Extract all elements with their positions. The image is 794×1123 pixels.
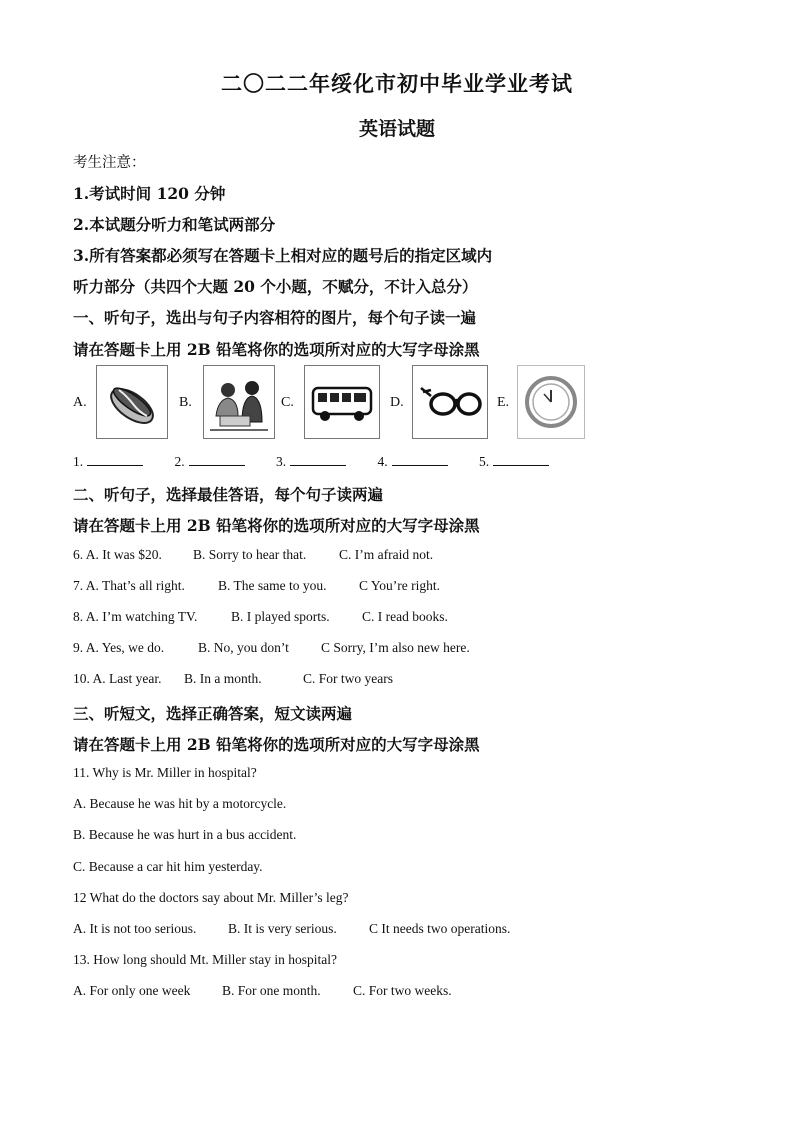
question-7: 7. A. That’s all right. B. The same to you. C You’re right. xyxy=(73,578,441,593)
question-11-option-c: C. Because a car hit him yesterday. xyxy=(73,859,263,874)
answer-blank-2[interactable]: 2. xyxy=(175,453,245,470)
section3-instruction: 请在答题卡上用 2B 铅笔将你的选项所对应的大写字母涂黑 xyxy=(73,735,480,754)
section2-instruction: 请在答题卡上用 2B 铅笔将你的选项所对应的大写字母涂黑 xyxy=(73,516,480,535)
question-13-stem: 13. How long should Mt. Miller stay in hospital? xyxy=(73,952,337,967)
answer-blanks xyxy=(73,453,577,470)
section2-heading: 二、听句子，选择最佳答语，每个句子读两遍 xyxy=(73,485,384,504)
clock-icon xyxy=(517,365,585,439)
question-11-option-b: B. Because he was hurt in a bus accident. xyxy=(73,827,297,842)
question-8: 8. A. I’m watching TV. B. I played sports. C. I read books. xyxy=(73,609,448,624)
answer-blank-1[interactable]: 1. xyxy=(73,453,143,470)
question-9: 9. A. Yes, we do. B. No, you don’t C Sorry, I’m also new here. xyxy=(73,640,470,655)
notice-heading: 考生注意： xyxy=(73,155,146,171)
picture-options: A. B. C. D. E. xyxy=(73,365,593,445)
question-11-option-a: A. Because he was hit by a motorcycle. xyxy=(73,796,287,811)
exam-title: 二〇二二年绥化市初中毕业学业考试 xyxy=(221,71,573,96)
question-12-options: A. It is not too serious. B. It is very serious. C It needs two operations. xyxy=(73,921,511,936)
notice-item-1: 1.考试时间 120 分钟 xyxy=(73,184,226,203)
bus-icon xyxy=(304,365,380,439)
glasses-icon xyxy=(412,365,488,439)
answer-blank-5[interactable]: 5. xyxy=(479,453,549,470)
question-6: 6. A. It was $20. B. Sorry to hear that. C. I’m afraid not. xyxy=(73,547,434,562)
exam-subtitle: 英语试题 xyxy=(358,118,435,140)
question-10: 10. A. Last year. B. In a month. C. For two years xyxy=(73,671,393,686)
section1-instruction: 请在答题卡上用 2B 铅笔将你的选项所对应的大写字母涂黑 xyxy=(73,340,480,359)
section1-heading: 一、听句子，选出与句子内容相符的图片，每个句子读一遍 xyxy=(73,308,477,327)
section3-heading: 三、听短文，选择正确答案，短文读两遍 xyxy=(73,704,353,723)
people-talking-icon xyxy=(203,365,275,439)
notice-item-2: 2.本试题分听力和笔试两部分 xyxy=(73,215,276,234)
answer-blank-4[interactable]: 4. xyxy=(378,453,448,470)
answer-blank-3[interactable]: 3. xyxy=(276,453,346,470)
listening-intro: 听力部分（共四个大题 20 个小题，不赋分，不计入总分） xyxy=(73,277,478,296)
question-11-stem: 11. Why is Mr. Miller in hospital? xyxy=(73,765,257,780)
notice-item-3: 3.所有答案都必须写在答题卡上相对应的题号后的指定区域内 xyxy=(73,246,493,265)
hotdog-icon xyxy=(96,365,168,439)
question-12-stem: 12 What do the doctors say about Mr. Miller’s leg? xyxy=(73,890,349,905)
question-13-options: A. For only one week B. For one month. C. For two weeks. xyxy=(73,983,452,998)
